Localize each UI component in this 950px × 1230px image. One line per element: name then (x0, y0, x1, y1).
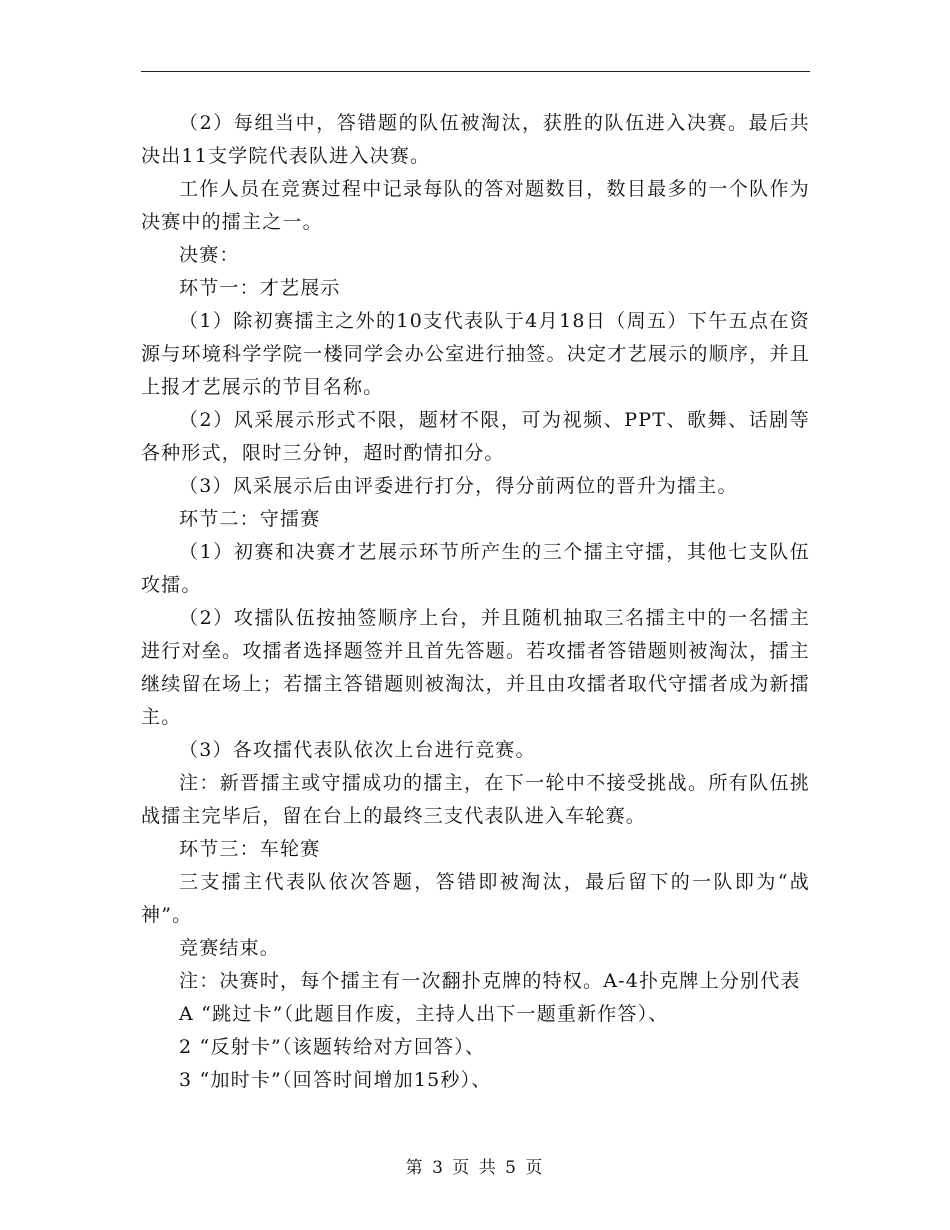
paragraph: （3）风采展示后由评委进行打分，得分前两位的晋升为擂主。 (179, 475, 738, 497)
paragraph: 竞赛结束。 (179, 937, 281, 959)
list-item: 3 “加时卡”（回答时间增加15秒）、 (179, 1069, 492, 1091)
paragraph: （2）每组当中，答错题的队伍被淘汰，获胜的队伍进入决赛。最后共决出11支学院代表队进入决赛。 (141, 112, 810, 167)
paragraph: 注：新晋擂主或守擂成功的擂主，在下一轮中不接受挑战。所有队伍挑战擂主完毕后，留在台上的最终三支代表队进入车轮赛。 (141, 772, 810, 827)
paragraph: 注：决赛时，每个擂主有一次翻扑克牌的特权。A-4扑克牌上分别代表 (179, 970, 801, 992)
section-heading: 环节二：守擂赛 (179, 508, 321, 530)
paragraph: 工作人员在竞赛过程中记录每队的答对题数目，数目最多的一个队作为决赛中的擂主之一。 (141, 178, 810, 233)
page-number-footer: 第 3 页 共 5 页 (405, 1158, 545, 1178)
paragraph: （2）攻擂队伍按抽签顺序上台，并且随机抽取三名擂主中的一名擂主进行对垒。攻擂者选择题签并且首先答题。若攻擂者答错题则被淘汰，擂主继续留在场上；若擂主答错题则被淘汰，并且由攻擂者取代守擂者成为新擂主。 (141, 607, 810, 728)
paragraph: （3）各攻擂代表队依次上台进行竞赛。 (179, 739, 536, 761)
paragraph: 三支擂主代表队依次答题，答错即被淘汰，最后留下的一队即为“战神”。 (141, 871, 810, 926)
paragraph: 决赛： (179, 244, 240, 266)
section-heading: 环节三：车轮赛 (179, 838, 321, 860)
paragraph: （1）初赛和决赛才艺展示环节所产生的三个擂主守擂，其他七支队伍攻擂。 (141, 541, 810, 596)
section-heading: 环节一：才艺展示 (179, 277, 341, 299)
header-rule (141, 71, 810, 72)
list-item: A “跳过卡”（此题目作废，主持人出下一题重新作答）、 (179, 1003, 669, 1025)
list-item: 2 “反射卡”（该题转给对方回答）、 (179, 1036, 486, 1058)
paragraph: （1）除初赛擂主之外的10支代表队于4月18日（周五）下午五点在资源与环境科学学院一楼同学会办公室进行抽签。决定才艺展示的顺序，并且上报才艺展示的节目名称。 (141, 310, 810, 398)
page-body (141, 107, 810, 1097)
paragraph: （2）风采展示形式不限，题材不限，可为视频、PPT、歌舞、话剧等各种形式，限时三分钟，超时酌情扣分。 (141, 409, 810, 464)
